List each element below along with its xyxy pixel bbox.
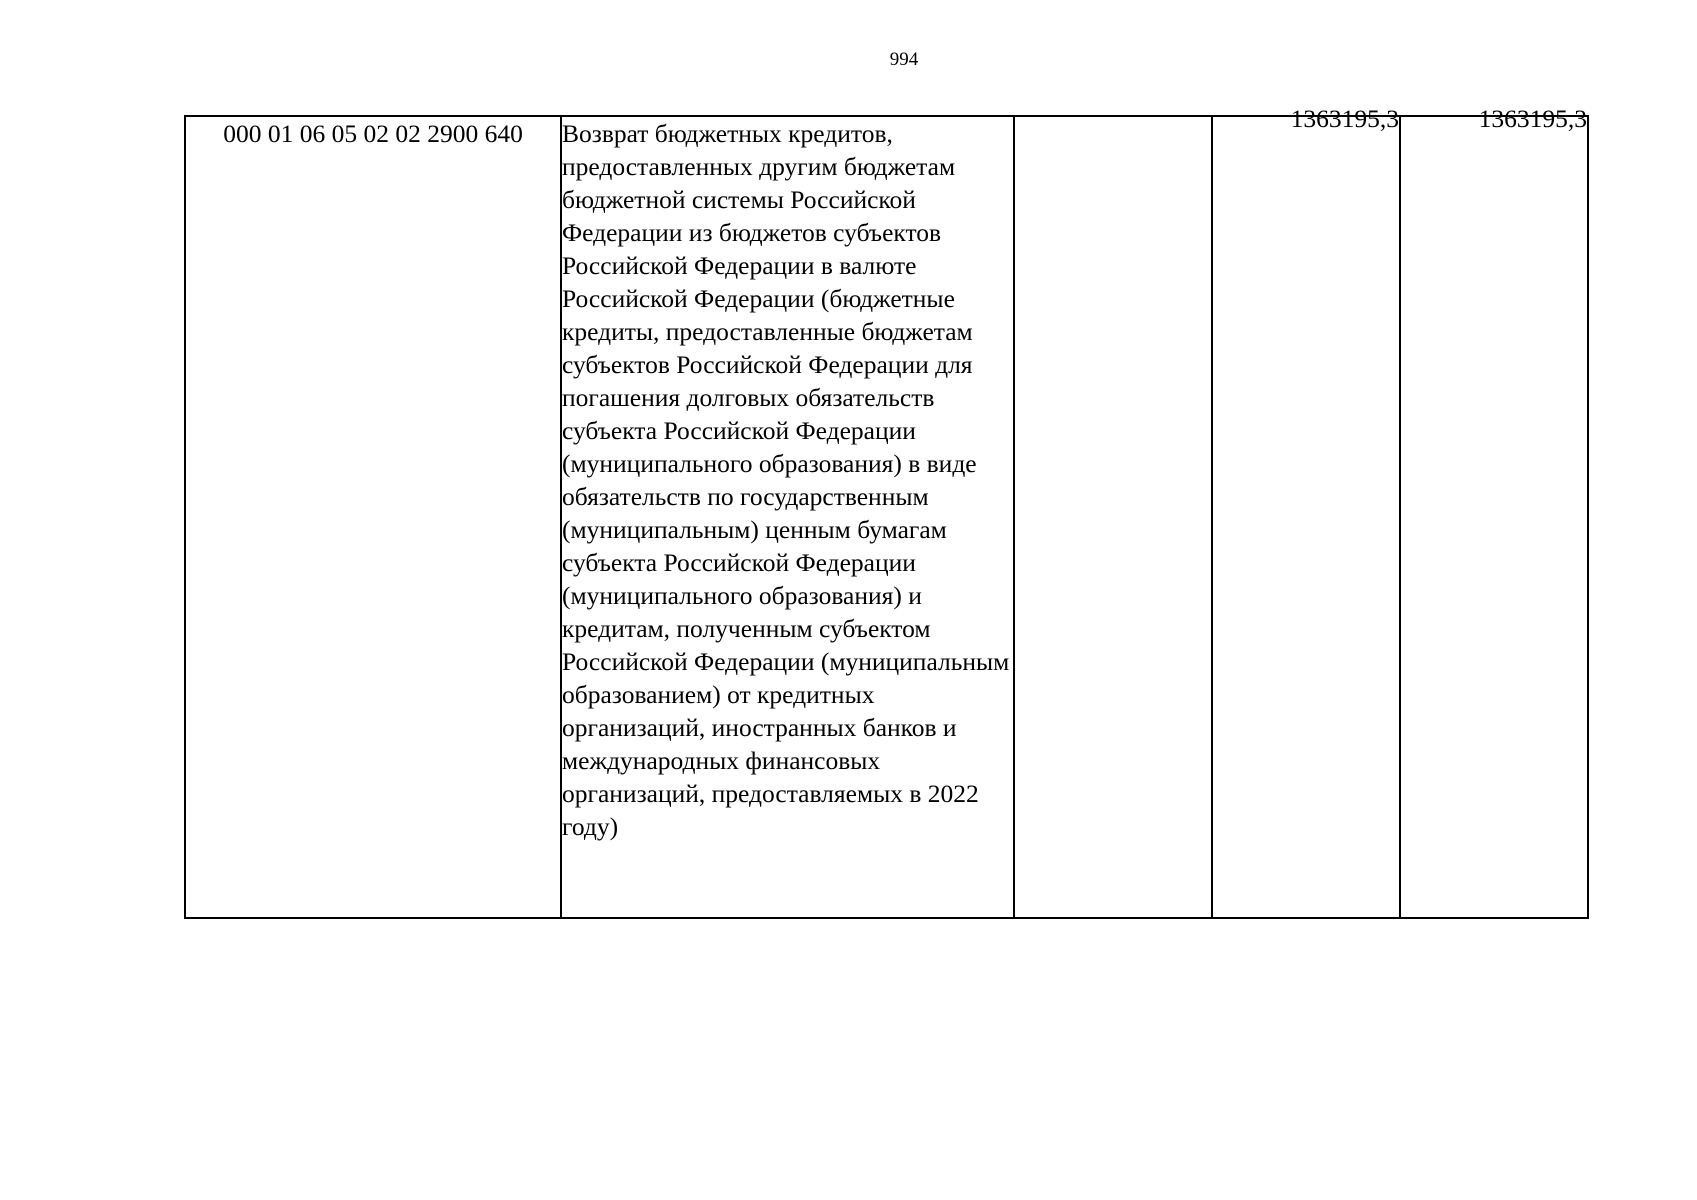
table-row	[185, 116, 1588, 918]
amount-value-col4: 1363195,3	[1290, 104, 1399, 133]
amount-cell-col3	[1014, 116, 1212, 918]
code-cell: 000 01 06 05 02 02 2900 640	[185, 116, 561, 918]
amount-cell-col4	[1212, 104, 1400, 918]
amount-value-col5: 1363195,3	[1478, 104, 1587, 133]
amount-cell-col5	[1400, 104, 1588, 918]
description-cell: Возврат бюджетных кредитов, предоставленных другим бюджетам бюджетной системы Российской Федерации из бюджетов субъектов Российской Федерации в валюте Российской Федерации (бюджетные кредиты, предоставленные бюджетам субъектов Российской Федерации для погашения долговых обязательств субъекта Российской Федерации (муниципального образования) в виде обязательств по государственным (муниципальным) ценным бумагам субъекта Российской Федерации (муниципального образования) и кредитам, полученным субъектом Российской Федерации (муниципальным образованием) от кредитных организаций, иностранных банков и международных финансовых организаций, предоставляемых в 2022 году)	[561, 116, 1014, 918]
page-number: 994	[889, 49, 919, 70]
budget-table	[184, 104, 1589, 919]
